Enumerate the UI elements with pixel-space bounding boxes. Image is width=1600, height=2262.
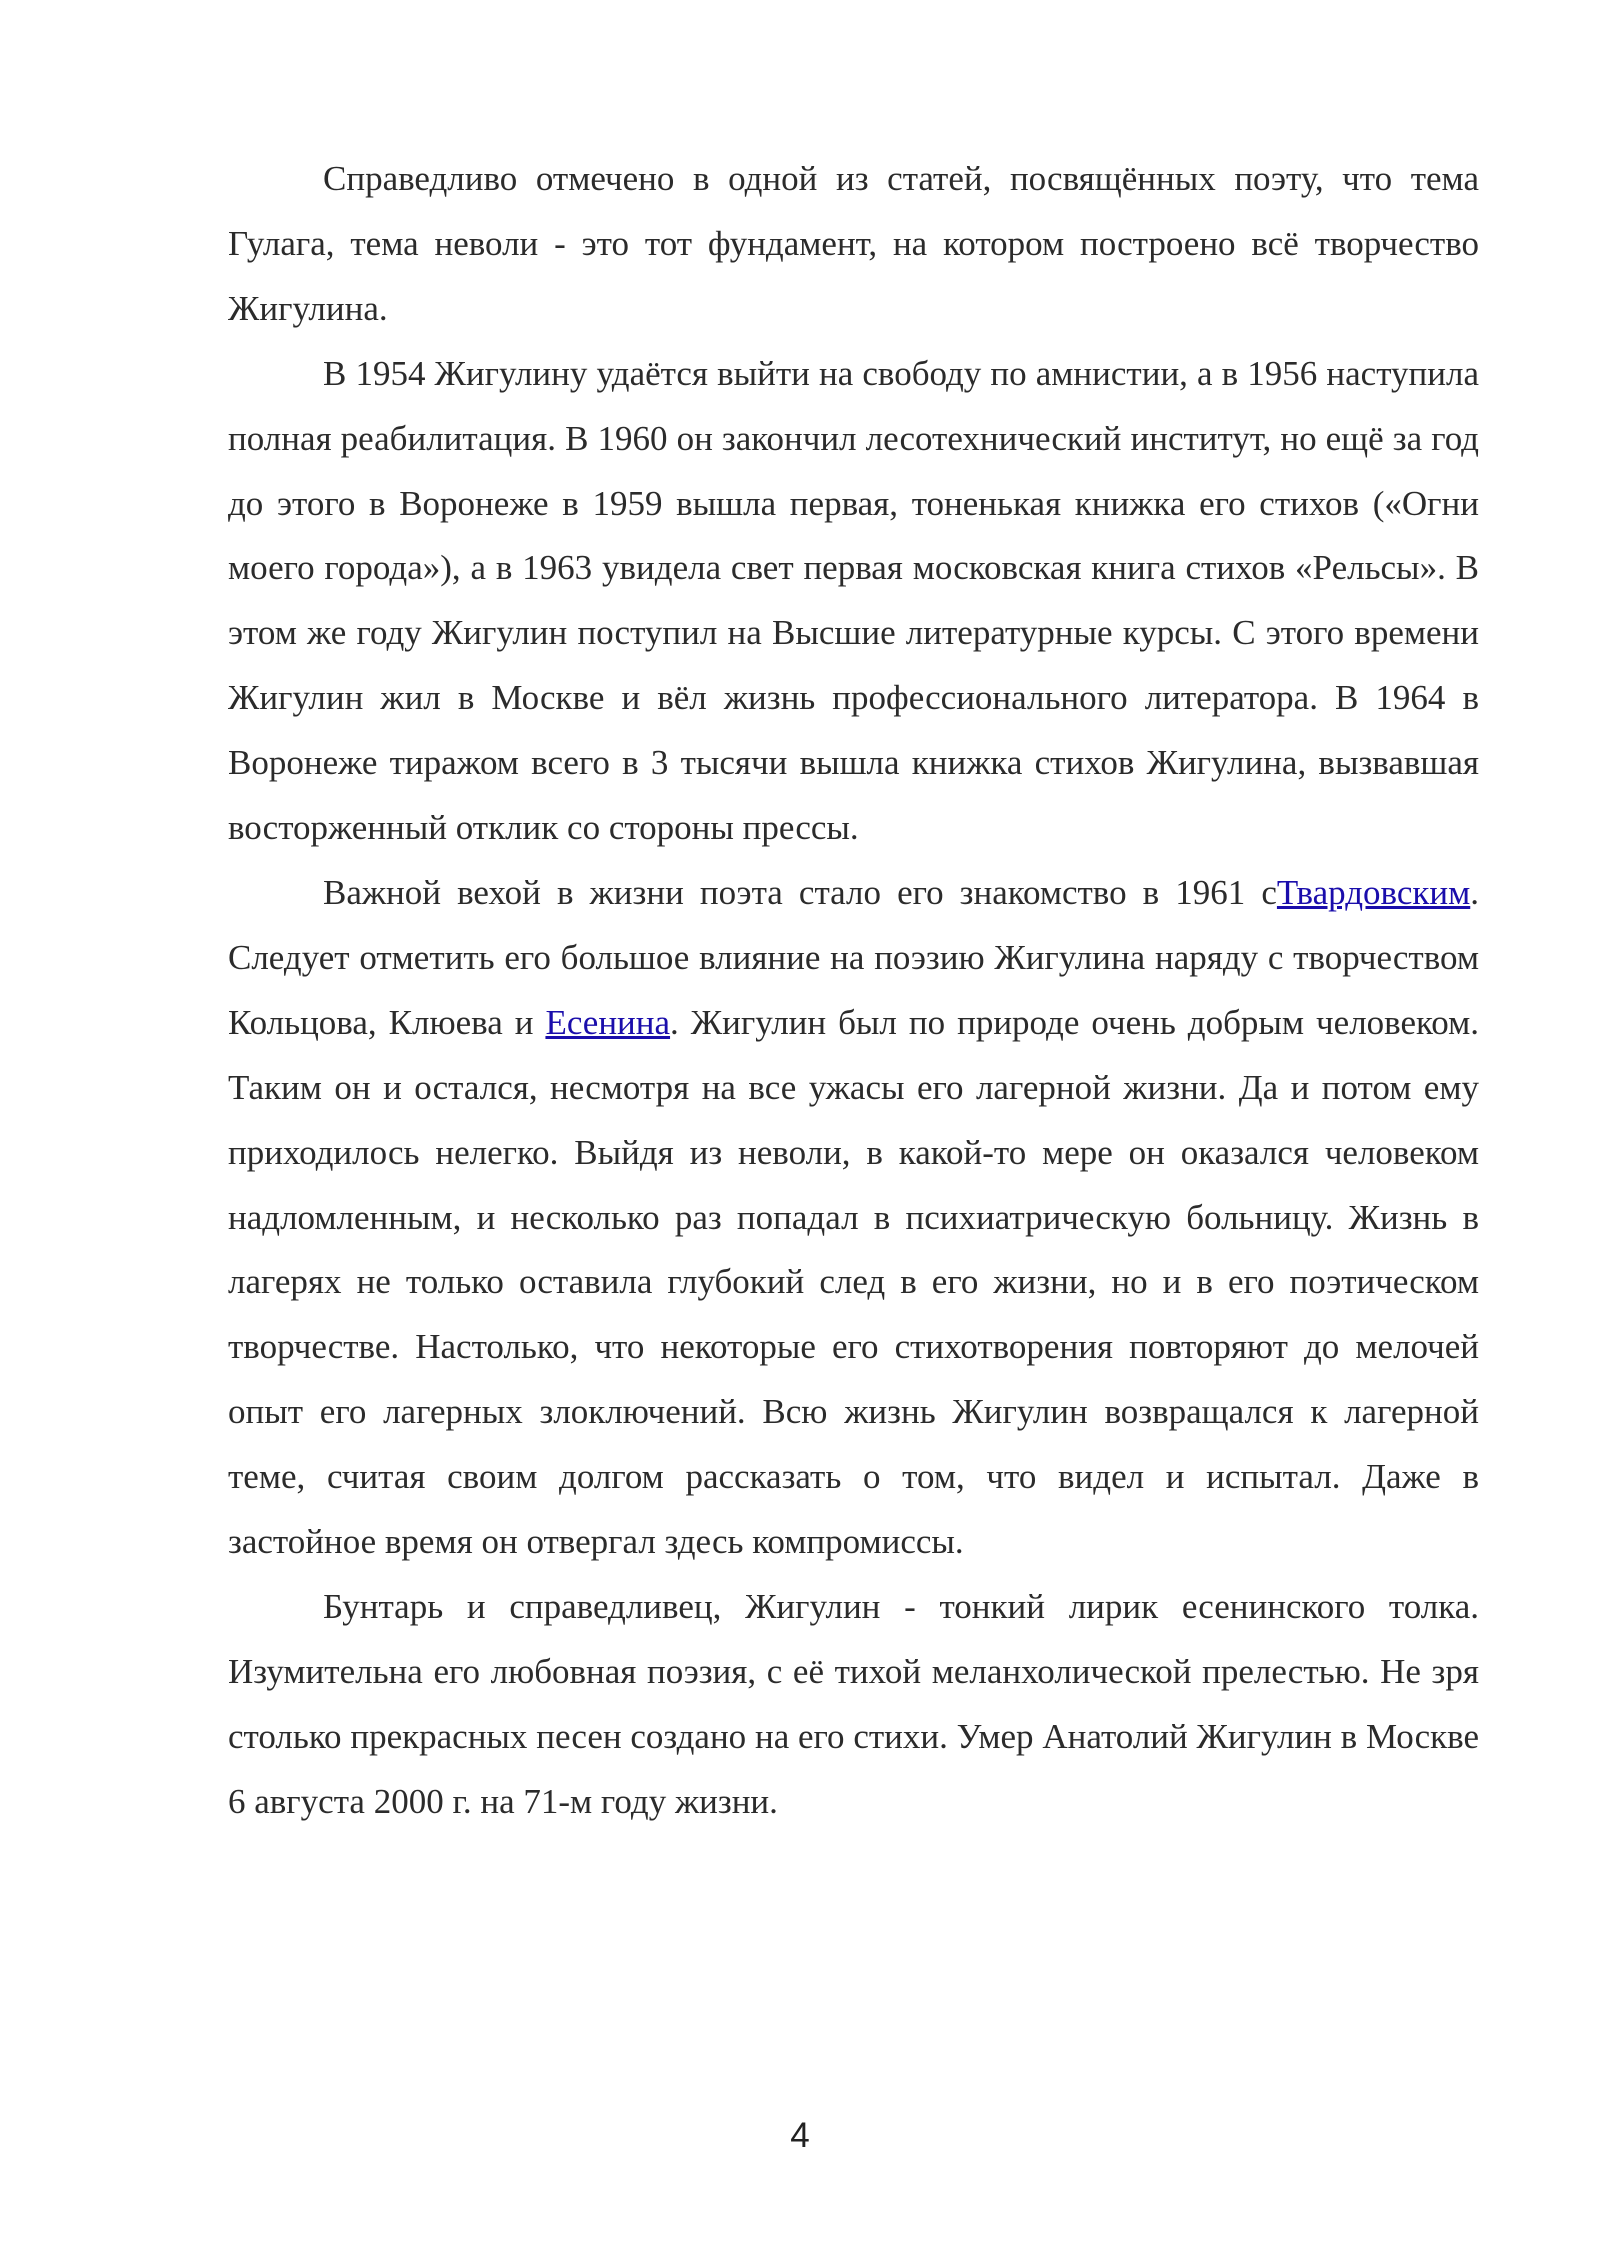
tvardovsky-link[interactable]: Твардовским [1276, 872, 1471, 912]
paragraph-text-segment: Важной вехой в жизни поэта стало его знакомство в 1961 с [323, 872, 1277, 912]
paragraph-text-segment: . Жигулин был по природе очень добрым человеком. Таким он и остался, несмотря на все ужасы его лагерной жизни. Да и потом ему приходилось нелегко. Выйдя из неволи, в какой-то мере он оказался человеком надломленным, и несколько раз попадал в психиатрическую больницу. Жизнь в лагерях не только оставила глубокий след в его жизни, но и в его поэтическом творчестве. Настолько, что некоторые его стихотворения повторяют до мелочей опыт его лагерных злоключений. Всю жизнь Жигулин возвращался к лагерной теме, считая своим долгом рассказать о том, что видел и испытал. Даже в застойное время он отвергал здесь компромиссы. [228, 1002, 1479, 1562]
esenin-link[interactable]: Есенина [545, 1002, 671, 1042]
paragraph-gulag-theme: Справедливо отмечено в одной из статей, посвящённых поэту, что тема Гулага, тема неволи - это тот фундамент, на котором построено всё творчество Жигулина. [228, 159, 1479, 328]
paragraph-lyric-poet: Бунтарь и справедливец, Жигулин - тонкий лирик есенинского толка. Изумительна его любовная поэзия, с её тихой меланхолической прелестью. Не зря столько прекрасных песен создано на его стихи. Умер Анатолий Жигулин в Москве 6 августа 2000 г. на 71-м году жизни. [228, 1586, 1479, 1821]
document-body [228, 147, 1479, 1835]
paragraph-amnesty-and-career: В 1954 Жигулину удаётся выйти на свободу по амнистии, а в 1956 наступила полная реабилитация. В 1960 он закончил лесотехнический институт, но ещё за год до этого в Воронеже в 1959 вышла первая, тоненькая книжка его стихов («Огни моего города»), а в 1963 увидела свет первая московская книга стихов «Рельсы». В этом же году Жигулин поступил на Высшие литературные курсы. С этого времени Жигулин жил в Москве и вёл жизнь профессионального литератора. В 1964 в Воронеже тиражом всего в 3 тысячи вышла книжка стихов Жигулина, вызвавшая восторженный отклик со стороны прессы. [228, 353, 1479, 848]
paragraph-text-segment: . Следует отметить его большое влияние на поэзию Жигулина наряду с творчеством Кольцова, Клюева и [228, 872, 1479, 1042]
paragraph-tvardovsky-influence [228, 861, 1479, 1575]
page-number: 4 [790, 2116, 810, 2155]
